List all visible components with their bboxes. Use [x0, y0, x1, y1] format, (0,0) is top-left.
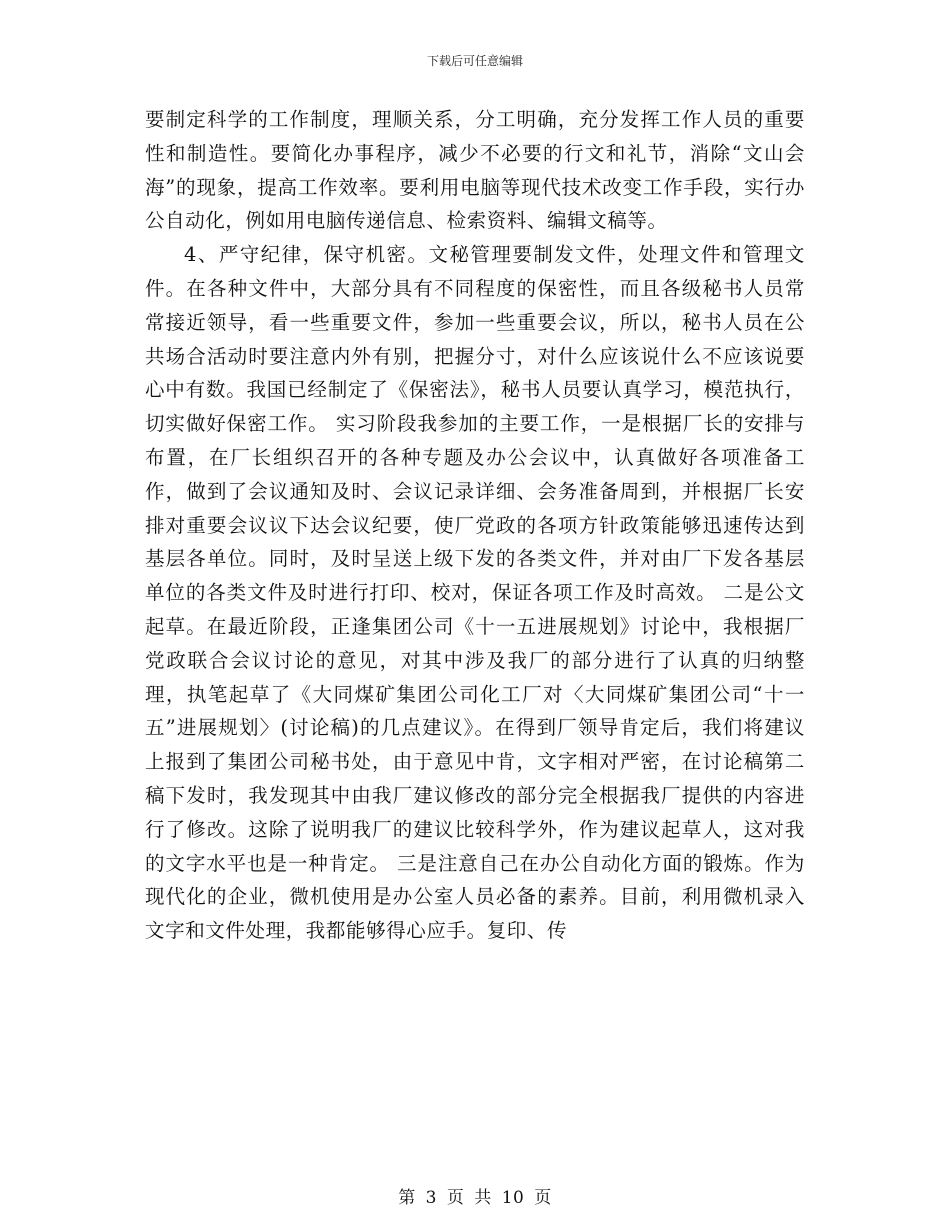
document-body: [145, 103, 805, 948]
paragraph-section-4: 4、严守纪律，保守机密。文秘管理要制发文件，处理文件和管理文件。在各种文件中，大部分具有不同程度的保密性，而且各级秘书人员常常接近领导，看一些重要文件，参加一些重要会议，所以，秘书人员在公共场合活动时要注意内外有别，把握分寸，对什么应该说什么不应该说要心中有数。我国已经制定了《保密法》，秘书人员要认真学习，模范执行，切实做好保密工作。 实习阶段我参加的主要工作，一是根据厂长的安排与布置，在厂长组织召开的各种专题及办公会议中，认真做好各项准备工作，做到了会议通知及时、会议记录详细、会务准备周到，并根据厂长安排对重要会议议下达会议纪要，使厂党政的各项方针政策能够迅速传达到基层各单位。同时，及时呈送上级下发的各类文件，并对由厂下发各基层单位的各类文件及时进行打印、校对，保证各项工作及时高效。 二是公文起草。在最近阶段，正逢集团公司《十一五进展规划》讨论中，我根据厂党政联合会议讨论的意见，对其中涉及我厂的部分进行了认真的归纳整理，执笔起草了《大同煤矿集团公司化工厂对〈大同煤矿集团公司“十一五”进展规划〉(讨论稿)的几点建议》。在得到厂领导肯定后，我们将建议上报到了集团公司秘书处，由于意见中肯，文字相对严密，在讨论稿第二稿下发时，我发现其中由我厂建议修改的部分完全根据我厂提供的内容进行了修改。这除了说明我厂的建议比较科学外，作为建议起草人，这对我的文字水平也是一种肯定。 三是注意自己在办公自动化方面的锻炼。作为现代化的企业，微机使用是办公室人员必备的素养。目前，利用微机录入文字和文件处理，我都能够得心应手。复印、传: [145, 243, 805, 943]
page-header: 下载后可任意编辑: [426, 54, 523, 68]
page-number: 第 3 页 共 10 页: [398, 1188, 552, 1208]
paragraph-continuation: 要制定科学的工作制度，理顺关系，分工明确，充分发挥工作人员的重要性和制造性。要简化办事程序，减少不必要的行文和礼节，消除“文山会海”的现象，提高工作效率。要利用电脑等现代技术改变工作手段，实行办公自动化，例如用电脑传递信息、检索资料、编辑文稿等。: [145, 108, 805, 233]
